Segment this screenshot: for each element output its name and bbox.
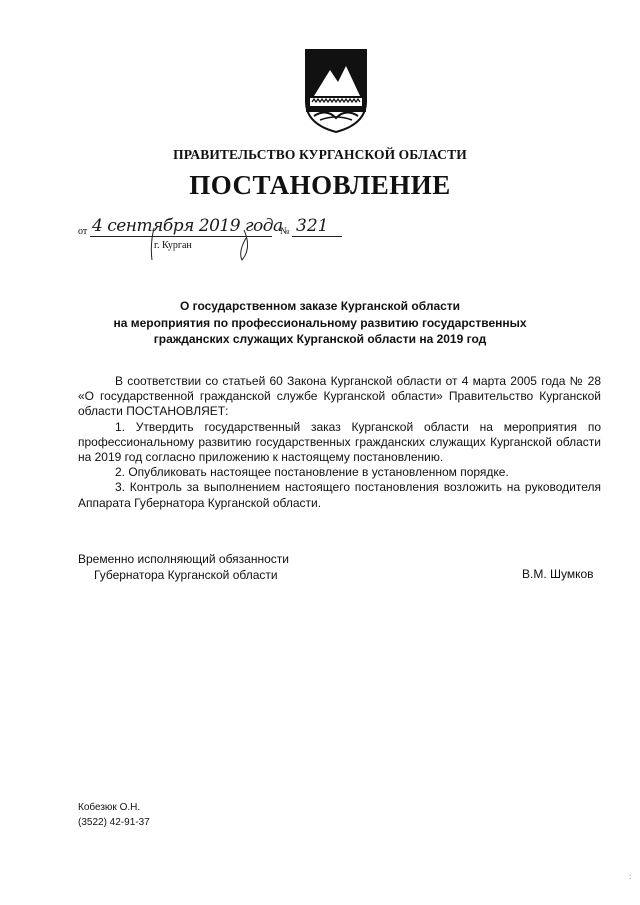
signature-position	[78, 552, 289, 583]
executor-info	[78, 800, 150, 830]
document-type-title: ПОСТАНОВЛЕНИЕ	[189, 170, 451, 200]
handwritten-number: 321	[296, 216, 329, 236]
date-from-label: от	[78, 226, 88, 237]
clause-paragraph: 3. Контроль за выполнением настоящего постановления возложить на руководителя Аппарата Губернатора Курганской области.	[78, 480, 601, 510]
document-title	[70, 298, 570, 348]
coat-of-arms-icon	[300, 44, 372, 134]
title-line: на мероприятия по профессиональному развитию государственных	[113, 315, 527, 330]
executor-phone: (3522) 42-91-37	[78, 817, 150, 828]
clause-paragraph: 1. Утвердить государственный заказ Курганской области на мероприятия по профессиональному развитию государственных гражданских служащих Курганской области на 2019 год согласно приложению к настоящему постановлению.	[78, 419, 601, 465]
executor-name: Кобезюк О.Н.	[78, 802, 141, 813]
title-line: О государственном заказе Курганской области	[179, 299, 461, 313]
signature-position-line: Губернатора Курганской области	[94, 567, 278, 582]
preamble-paragraph: В соответствии со статьей 60 Закона Курганской области от 4 марта 2005 года № 28 «О государственной гражданской службе Курганской области» Правительство Курганской области ПОСТАНОВЛЯЕТ:	[78, 374, 601, 419]
city-label: г. Курган	[154, 240, 192, 251]
government-name: ПРАВИТЕЛЬСТВО КУРГАНСКОЙ ОБЛАСТИ	[173, 147, 467, 162]
clause-paragraph: 2. Опубликовать настоящее постановление в установленном порядке.	[115, 465, 509, 480]
signer-name: В.М. Шумков	[522, 567, 594, 581]
title-line: гражданских служащих Курганской области на 2019 год	[153, 332, 487, 346]
document-body	[78, 374, 601, 511]
signature-position-line: Временно исполняющий обязанности	[78, 552, 289, 566]
number-underline	[292, 236, 342, 237]
handwriting-strokes-icon	[140, 226, 260, 262]
handwritten-date: 4 сентября 2019 года	[92, 216, 283, 236]
number-label: №	[280, 226, 290, 237]
corner-mark: :	[629, 872, 632, 881]
